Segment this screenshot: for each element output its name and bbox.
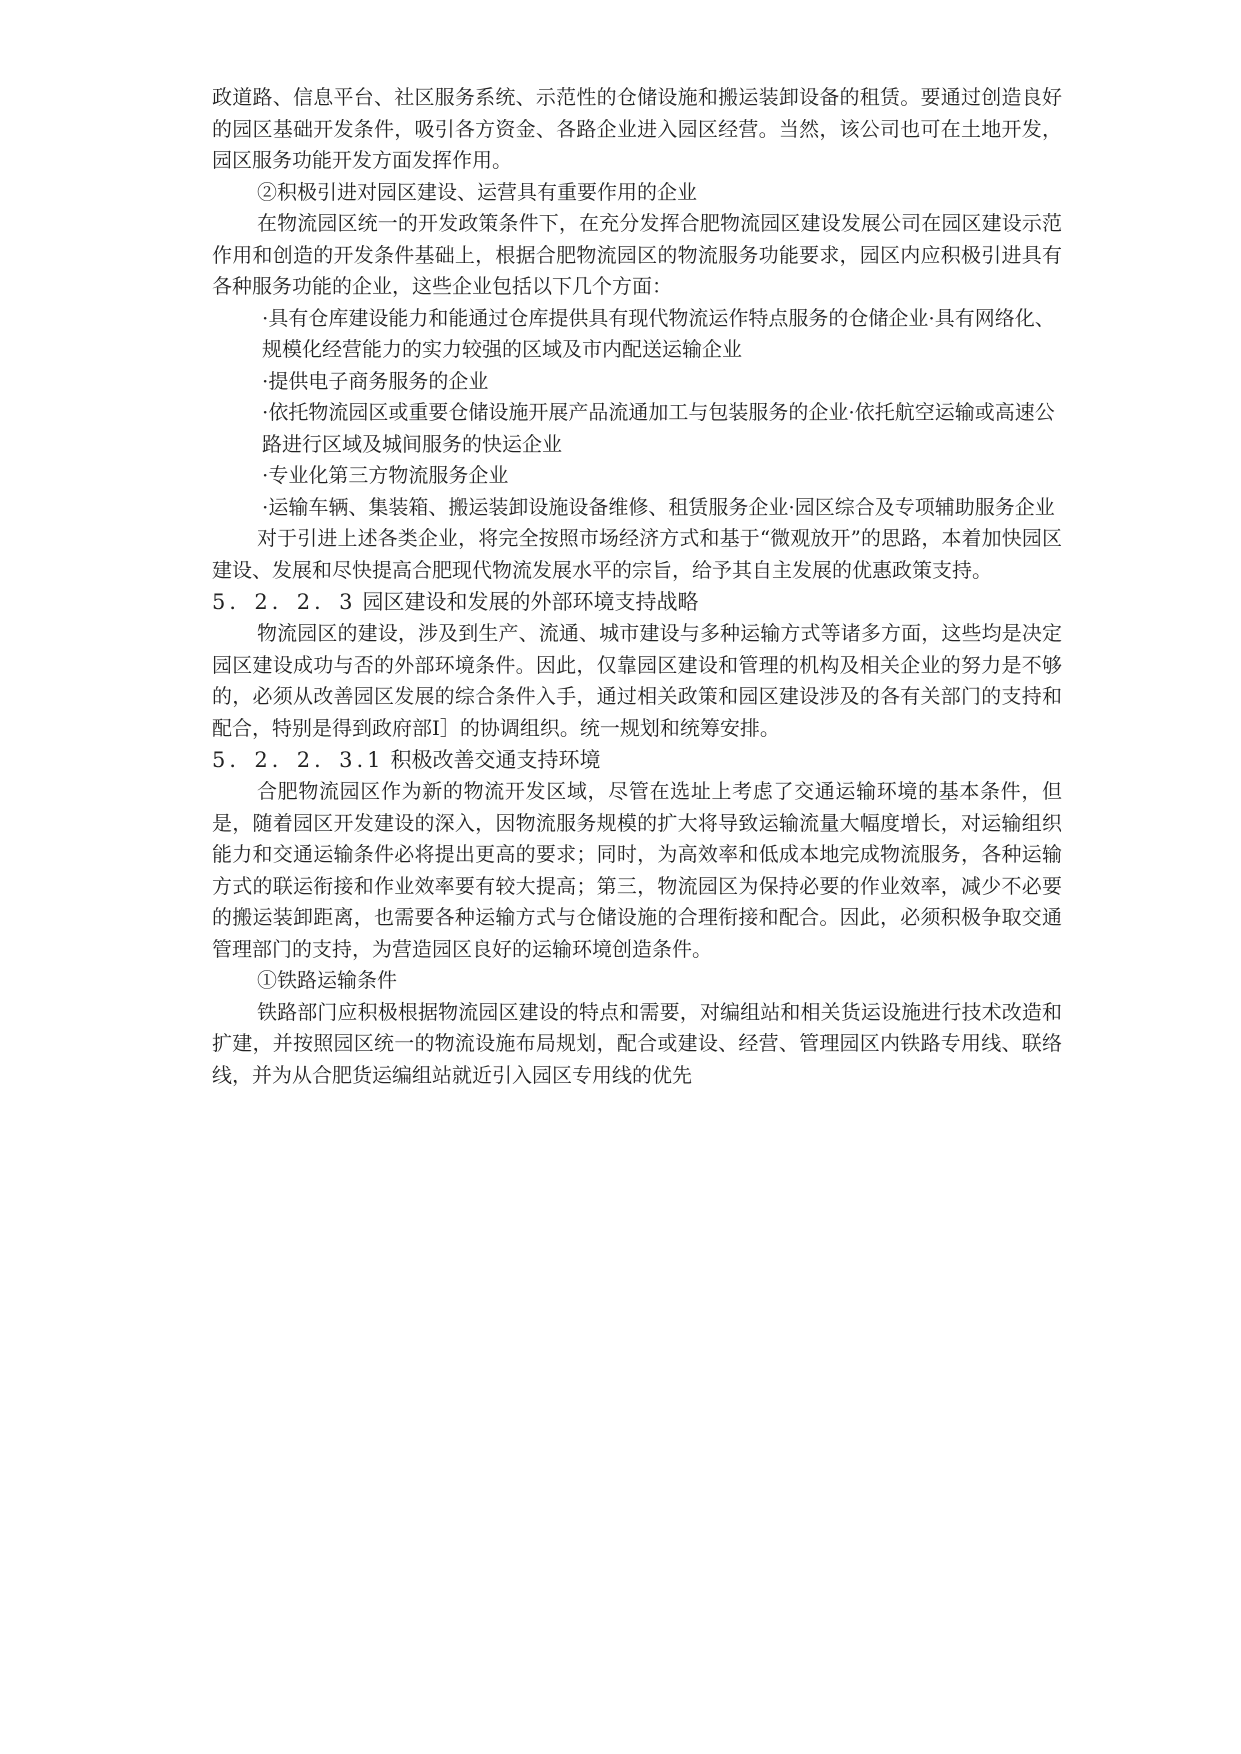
bullet-item: ·运输车辆、集装箱、搬运装卸设施设备维修、租赁服务企业·园区综合及专项辅助服务企业	[262, 494, 1055, 519]
section-heading-external-environment	[212, 586, 1062, 618]
paragraph-policy-support: 对于引进上述各类企业，将完全按照市场经济方式和基于“微观放开”的思路，本着加快园区建设、发展和尽快提高合肥现代物流发展水平的宗旨，给予其自主发展的优惠政策支持。	[212, 526, 1062, 582]
section-title: 园区建设和发展的外部环境支持战略	[362, 590, 699, 614]
item-2-title: ②积极引进对园区建设、运营具有重要作用的企业	[257, 179, 697, 204]
bullet-item: ·专业化第三方物流服务企业	[262, 463, 509, 487]
bullet-item: ·依托物流园区或重要仓储设施开展产品流通加工与包装服务的企业·依托航空运输或高速公路进行区域及城间服务的快运企业	[262, 400, 1055, 456]
section-title: 积极改善交通支持环境	[390, 748, 601, 772]
bullet-item: ·提供电子商务服务的企业	[262, 368, 489, 393]
section-number: 5．2．2．3	[212, 590, 357, 614]
bullet-item: ·具有仓库建设能力和能通过仓库提供具有现代物流运作特点服务的仓储企业·具有网络化、规模化经营能力的实力较强的区域及市内配送运输企业	[262, 305, 1055, 361]
paragraph-enterprise-introduction: 在物流园区统一的开发政策条件下，在充分发挥合肥物流园区建设发展公司在园区建设示范作用和创造的开发条件基础上，根据合肥物流园区的物流服务功能要求，园区内应积极引进具有各种服务功能的企业，这些企业包括以下几个方面：	[212, 211, 1062, 298]
paragraph-external-conditions: 物流园区的建设，涉及到生产、流通、城市建设与多种运输方式等诸多方面，这些均是决定园区建设成功与否的外部环境条件。因此，仅靠园区建设和管理的机构及相关企业的努力是不够的，必须从改善园区发展的综合条件入手，通过相关政策和园区建设涉及的各有关部门的支持和配合，特别是得到政府部I］的协调组织。统一规划和统筹安排。	[212, 621, 1062, 740]
section-heading-traffic-support	[212, 744, 1062, 776]
item-1-title: ①铁路运输条件	[257, 968, 397, 992]
paragraph-railway: 铁路部门应积极根据物流园区建设的特点和需要，对编组站和相关货运设施进行技术改造和扩建，并按照园区统一的物流设施布局规划，配合或建设、经营、管理园区内铁路专用线、联络线，并为从合肥货运编组站就近引入园区专用线的优先	[212, 999, 1062, 1087]
section-number: 5．2．2．3.1	[212, 748, 385, 772]
paragraph-traffic-environment: 合肥物流园区作为新的物流开发区域，尽管在选址上考虑了交通运输环境的基本条件，但是，随着园区开发建设的深入，因物流服务规模的扩大将导致运输流量大幅度增长，对运输组织能力和交通运输条件必将提出更高的要求；同时，为高效率和低成本地完成物流服务，各种运输方式的联运衔接和作业效率要有较大提高；第三，物流园区为保持必要的作业效率，减少不必要的搬运装卸距离，也需要各种运输方式与仓储设施的合理衔接和配合。因此，必须积极争取交通管理部门的支持，为营造园区良好的运输环境创造条件。	[212, 779, 1062, 961]
paragraph-park-development: 政道路、信息平台、社区服务系统、示范性的仓储设施和搬运装卸设备的租赁。要通过创造良好的园区基础开发条件，吸引各方资金、各路企业进入园区经营。当然，该公司也可在土地开发，园区服务功能开发方面发挥作用。	[212, 85, 1062, 172]
document-page	[212, 82, 1062, 1091]
